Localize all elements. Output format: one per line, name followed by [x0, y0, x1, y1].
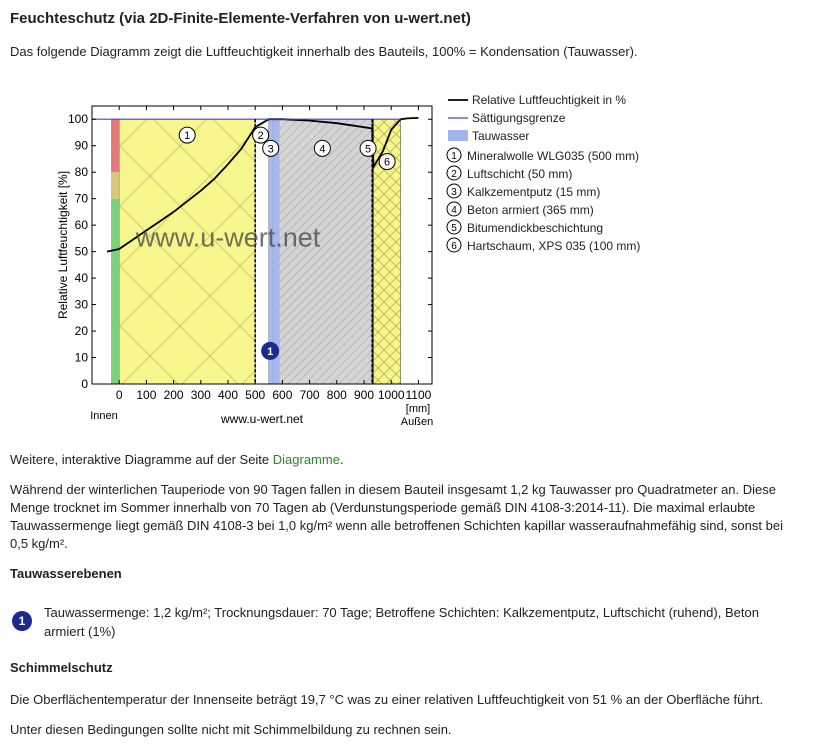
- humidity-chart: [0, 86, 840, 446]
- legend-layer-name: Luftschicht (50 mm): [467, 167, 573, 181]
- x-tick-label: 300: [190, 388, 211, 402]
- layer-number: 1: [184, 130, 191, 143]
- footer-url: www.u-wert.net: [220, 412, 304, 426]
- x-tick-label: 900: [353, 388, 375, 402]
- y-axis-label: Relative Luftfeuchtigkeit [%]: [56, 170, 70, 320]
- legend-layer-name: Bitumendickbeschichtung: [467, 221, 604, 235]
- legend-layer-name: Hartschaum, XPS 035 (100 mm): [467, 239, 641, 253]
- legend-layer-number: 4: [451, 205, 457, 216]
- y-tick-label: 30: [74, 297, 88, 312]
- x-tick-label: 0: [115, 388, 123, 402]
- x-tick-label: 500: [245, 388, 266, 402]
- section-title: Feuchteschutz (via 2D-Finite-Elemente-Verfahren von u-wert.net): [10, 10, 471, 27]
- more-prefix: Weitere, interaktive Diagramme auf der Seite: [10, 452, 273, 467]
- x-tick-label: 700: [299, 388, 320, 402]
- x-tick-label: 600: [272, 388, 293, 402]
- y-tick-label: 80: [74, 165, 88, 180]
- condensation-paragraph: Während der winterlichen Tauperiode von 90 Tagen fallen in diesem Bauteil insgesamt 1,2 kg Tauwasser pro Quadratmeter an. Diese Menge trocknet im Sommer innerhalb von 70 Tagen ab (Verdunstungsperiode gemäß DIN 4108-3:2014-11). Die maximal erlaubte Tauwassermenge liegt gemäß DIN 4108-3 bei 1,0 kg/m² wenn alle betroffenen Schichten kapillar wasseraufnahmefähig sind, sonst bei 0,5 kg/m².: [10, 482, 783, 551]
- y-tick-label: 40: [74, 271, 88, 286]
- legend-layer-name: Mineralwolle WLG035 (500 mm): [467, 149, 640, 163]
- layer-number: 6: [384, 156, 391, 169]
- legend-layer-number: 3: [451, 187, 457, 198]
- y-tick-label: 60: [74, 218, 88, 233]
- humidity-band-1: [111, 172, 119, 198]
- legend-layer-number: 5: [451, 223, 457, 234]
- y-tick-label: 90: [74, 138, 88, 153]
- x-tick-label: 800: [326, 388, 347, 402]
- x-tick-label: 100: [136, 388, 157, 402]
- legend-layer-name: Kalkzementputz (15 mm): [467, 185, 601, 199]
- y-tick-label: 70: [74, 191, 88, 206]
- intro-text: Das folgende Diagramm zeigt die Luftfeuchtigkeit innerhalb des Bauteils, 100% = Kondensation (Tauwasser).: [10, 44, 638, 59]
- inside-label: Innen: [90, 410, 118, 422]
- schimmel-heading: Schimmelschutz: [10, 660, 113, 675]
- surface-temperature-text: Die Oberflächentemperatur der Innenseite beträgt 19,7 °C was zu einer relativen Luftfeuchtigkeit von 51 % an der Oberfläche führt.: [10, 692, 764, 707]
- plane-number-badge: 1: [12, 611, 32, 631]
- plane-description: Tauwassermenge: 1,2 kg/m²; Trocknungsdauer: 70 Tage; Betroffene Schichten: Kalkzementputz, Luftschicht (ruhend), Beton armiert (1%): [44, 605, 759, 639]
- outside-label: Außen: [400, 416, 434, 428]
- legend-condensate-swatch: [448, 130, 468, 141]
- humidity-band-0: [111, 199, 119, 384]
- legend-layer-number: 2: [451, 169, 457, 180]
- watermark: www.u-wert.net: [135, 222, 321, 253]
- layer-number: 5: [365, 143, 372, 156]
- humidity-band-2: [111, 119, 119, 172]
- legend-saturation: Sättigungsgrenze: [472, 111, 566, 125]
- legend-humidity: Relative Luftfeuchtigkeit in %: [472, 93, 627, 107]
- legend-layer-number: 1: [451, 151, 457, 162]
- legend-condensate: Tauwasser: [472, 129, 530, 143]
- mold-conclusion-text: Unter diesen Bedingungen sollte nicht mit Schimmelbildung zu rechnen sein.: [10, 722, 452, 737]
- layer-number: 2: [257, 130, 264, 143]
- legend-layer-number: 6: [451, 241, 457, 252]
- y-tick-label: 0: [81, 377, 88, 391]
- more-diagrams-text: [10, 452, 344, 467]
- y-tick-label: 10: [74, 350, 88, 365]
- x-tick-label: 400: [217, 388, 239, 402]
- y-tick-label: 50: [74, 244, 88, 259]
- x-unit-label: [mm]: [405, 403, 431, 415]
- y-tick-label: 100: [67, 112, 88, 127]
- x-tick-label: 1000: [377, 388, 405, 402]
- y-tick-label: 20: [74, 324, 88, 339]
- x-tick-label: 200: [163, 388, 184, 402]
- more-suffix: .: [339, 452, 344, 467]
- tauwasser-heading: Tauwasserebenen: [10, 566, 122, 581]
- layer-number: 4: [319, 143, 326, 156]
- x-tick-label: 1100: [405, 388, 432, 402]
- legend-layer-name: Beton armiert (365 mm): [467, 203, 594, 217]
- layer-number: 3: [267, 143, 274, 156]
- condensate-marker-number: 1: [267, 345, 274, 358]
- diagrams-link[interactable]: Diagramme: [272, 452, 340, 467]
